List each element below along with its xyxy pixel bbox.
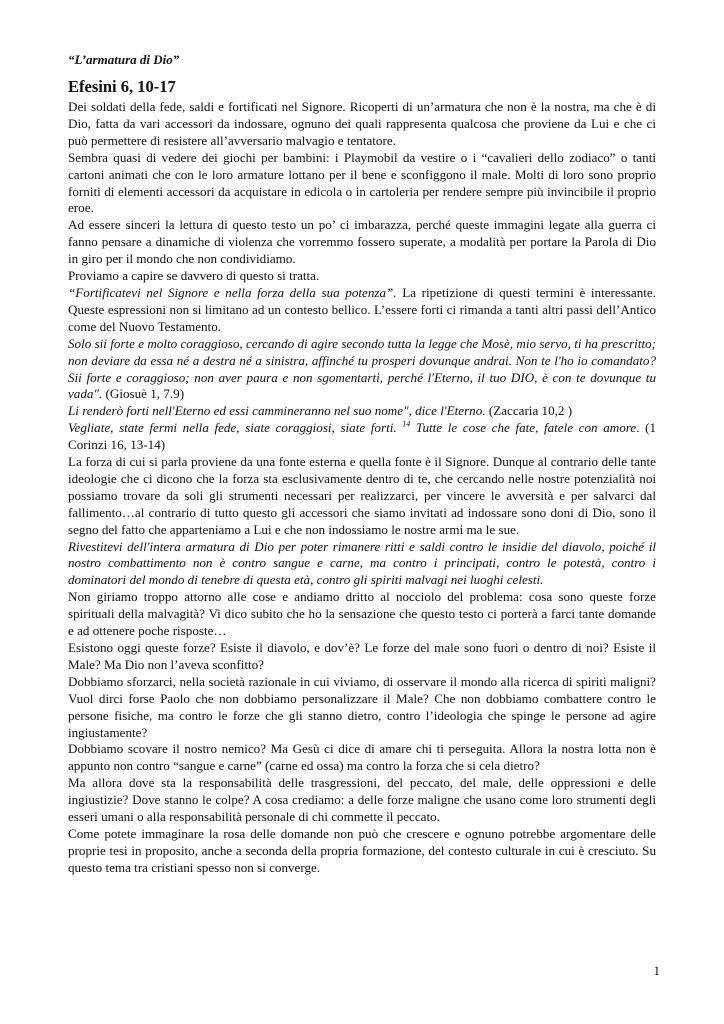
paragraph-13: Dobbiamo sforzarci, nella società razionale in cui viviamo, di osservare il mondo alla ricerca di spiriti maligni? Vuol dirci forse Paolo che non dobbiamo personalizzare il Male? Che non dobbiamo combattere contro le persone fisiche, ma contro le forze che gli stanno dietro, contro l’ideologia che spinge le persone ad agire ingiustamente? (68, 673, 656, 740)
paragraph-16: Come potete immaginare la rosa delle domande non può che crescere e ognuno potrebbe argomentare delle proprie tesi in proposito, anche a seconda della propria formazione, del contesto culturale in cui è cresciuto. Su questo tema tra cristiani spesso non si converge. (68, 825, 656, 875)
paragraph-6 (68, 336, 656, 404)
quote-ephesians: “Fortificatevi nel Signore e nella forza della sua potenza”. (68, 284, 397, 300)
reference-zechariah: (Zaccaria 10,2 ) (485, 403, 573, 419)
paragraph-11: Non giriamo troppo attorno alle cose e andiamo dritto al nocciolo del problema: cosa sono queste forze spirituali della malvagità? Vi dico subito che ho la sensazione che questo testo ci porterà a farci tante domande e ad ottenere poche risposte… (68, 589, 656, 639)
verse-number: 14 (402, 419, 411, 429)
quote-joshua: Solo sii forte e molto coraggioso, cercando di agire secondo tutta la legge che Mosè, mio servo, ti ha prescritto; non deviare da essa né a destra né a sinistra, affinché tu prosperi dovunque andrai. Non te l'ho io comandato? Sii forte e coraggioso; non aver paura e non sgomentarti, perché l'Eterno, il tuo DIO, è con te dovunque tu vada". (68, 335, 656, 402)
reference-corinthians: . (1 Corinzi 16, 13-14) (68, 420, 656, 453)
paragraph-9: La forza di cui si parla proviene da una fonte esterna e quella fonte è il Signore. Dunque al contrario delle tante ideologie che ci dicono che la forza sta esclusivamente dentro di te, che cercando nelle nostre potenzialità noi possiamo trovare da soli gli strumenti necessari per realizzarci, per vincere le avversità e per salvarci dal fallimento…al contrario di tutto questo gli accessori che siamo invitati ad indossare sono doni di Dio, sono il segno del fatto che apparteniamo a Lui e che non indossiamo le nostre armi ma le sue. (68, 454, 656, 537)
paragraph-8 (68, 420, 656, 454)
document-subtitle: “L’armatura di Dio” (68, 52, 180, 67)
paragraph-15: Ma allora dove sta la responsabilità delle trasgressioni, del peccato, del male, delle oppressioni e delle ingiustizie? Dove stanno le colpe? A cosa crediamo: a delle forze maligne che usano come loro strumenti degli esseri umani o alla responsabilità personale di chi commette il peccato. (68, 775, 656, 825)
paragraph-4: Proviamo a capire se davvero di questo si tratta. (68, 268, 320, 284)
document-title: Efesini 6, 10-17 (68, 77, 176, 96)
paragraph-5 (68, 285, 656, 336)
paragraph-14: Dobbiamo scovare il nostro nemico? Ma Gesù ci dice di amare chi ti perseguita. Allora la nostra lotta non è appunto non contro “sangue e carne” (carne ed ossa) ma contro la forza che si cela dietro? (68, 741, 656, 774)
page-number: 1 (653, 963, 660, 978)
paragraph-12: Esistono oggi queste forze? Esiste il diavolo, e dov’è? Le forze del male sono fuori o dentro di noi? Esiste il Male? Ma Dio non l’aveva sconfitto? (68, 640, 656, 672)
document-body (68, 52, 656, 877)
paragraph-7 (68, 403, 656, 420)
reference-joshua: (Giosuè 1, 7.9) (102, 386, 185, 402)
paragraph-3: Ad essere sinceri la lettura di questo testo un po’ ci imbarazza, perché queste immagini legate alla guerra ci fanno pensare a dinamiche di violenza che vorremmo fossero superate, a modalità per portare la Parola di Dio in giro per il mondo che non condividiamo. (68, 217, 656, 267)
paragraph-2: Sembra quasi di vedere dei giochi per bambini: i Playmobil da vestire o i “cavalieri dello zodiaco” o tanti cartoni animati che con le loro armature lottano per il bene e sconfiggono il male. Molti di loro sono proprio forniti di elementi accessori da acquistare in edicola o in cartoleria per rendere sempre più invincibile il proprio eroe. (68, 149, 656, 216)
paragraph-5-text: La ripetizione di questi termini è interessante. Queste espressioni non si limitano ad un contesto bellico. L’essere forti ci rimanda a tanti altri passi dell’Antico come del Nuovo Testamento. (68, 284, 656, 334)
paragraph-1: Dei soldati della fede, saldi e fortificati nel Signore. Ricoperti di un’armatura che non è la nostra, ma che è di Dio, fatta da vari accessori da indossare, ognuno dei quali rappresenta qualcosa che proviene da Lui e che ci può permettere di resistere all’avversario malvagio e tentatore. (68, 99, 656, 148)
quote-corinthians-b: Tutte le cose che fate, fatele con amore (410, 420, 637, 436)
paragraph-10-quote: Rivestitevi dell'intera armatura di Dio per poter rimanere ritti e saldi contro le insidie del diavolo, poiché il nostro combattimento non è contro sangue e carne, ma contro i principati, contro le potestà, contro i dominatori del mondo di tenebre di questa età, contro gli spiriti malvagi nei luoghi celesti. (68, 538, 656, 588)
quote-corinthians-a: Vegliate, state fermi nella fede, siate coraggiosi, siate forti. (68, 420, 403, 436)
quote-zechariah: Li renderò forti nell'Eterno ed essi cammineranno nel suo nome", dice l'Eterno. (68, 403, 486, 419)
